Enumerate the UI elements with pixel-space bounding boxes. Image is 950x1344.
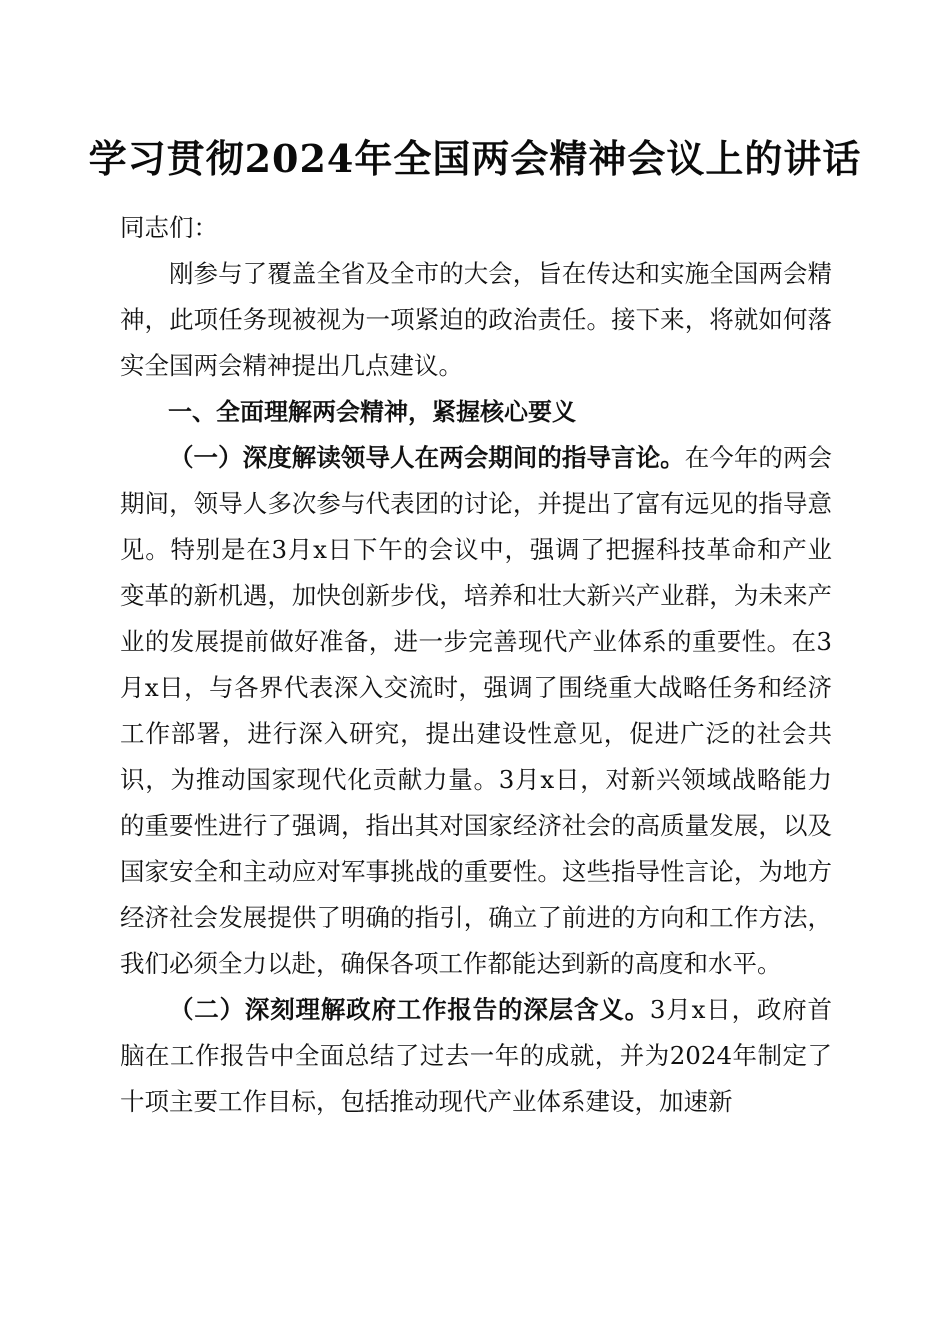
subsection-2-heading: （二）深刻理解政府工作报告的深层含义。 xyxy=(169,995,650,1024)
salutation: 同志们： xyxy=(120,213,218,242)
subsection-1-heading: （一）深度解读领导人在两会期间的指导言论。 xyxy=(169,443,685,472)
subsection-2-paragraph xyxy=(120,987,832,1125)
document-body xyxy=(120,205,832,1125)
subsection-2-text: 3月x日，政府首脑在工作报告中全面总结了过去一年的成就，并为2024年制定了十项主要工作目标，包括推动现代产业体系建设，加速新 xyxy=(120,995,833,1116)
intro-paragraph: 刚参与了覆盖全省及全市的大会，旨在传达和实施全国两会精神，此项任务现被视为一项紧迫的政治责任。接下来，将就如何落实全国两会精神提出几点建议。 xyxy=(120,259,832,380)
section-heading: 一、全面理解两会精神，紧握核心要义 xyxy=(168,398,576,426)
subsection-1-paragraph xyxy=(120,435,832,987)
subsection-1-text: 在今年的两会期间，领导人多次参与代表团的讨论，并提出了富有远见的指导意见。特别是在3月x日下午的会议中，强调了把握科技革命和产业变革的新机遇，加快创新步伐，培养和壮大新兴产业群，为未来产业的发展提前做好准备，进一步完善现代产业体系的重要性。在3月x日，与各界代表深入交流时，强调了围绕重大战略任务和经济工作部署，进行深入研究，提出建设性意见，促进广泛的社会共识，为推动国家现代化贡献力量。3月x日，对新兴领域战略能力的重要性进行了强调，指出其对国家经济社会的高质量发展，以及国家安全和主动应对军事挑战的重要性。这些指导性言论，为地方经济社会发展提供了明确的指引，确立了前进的方向和工作方法，我们必须全力以赴，确保各项工作都能达到新的高度和水平。 xyxy=(120,443,833,978)
document-title: 学习贯彻2024年全国两会精神会议上的讲话 xyxy=(88,136,862,181)
